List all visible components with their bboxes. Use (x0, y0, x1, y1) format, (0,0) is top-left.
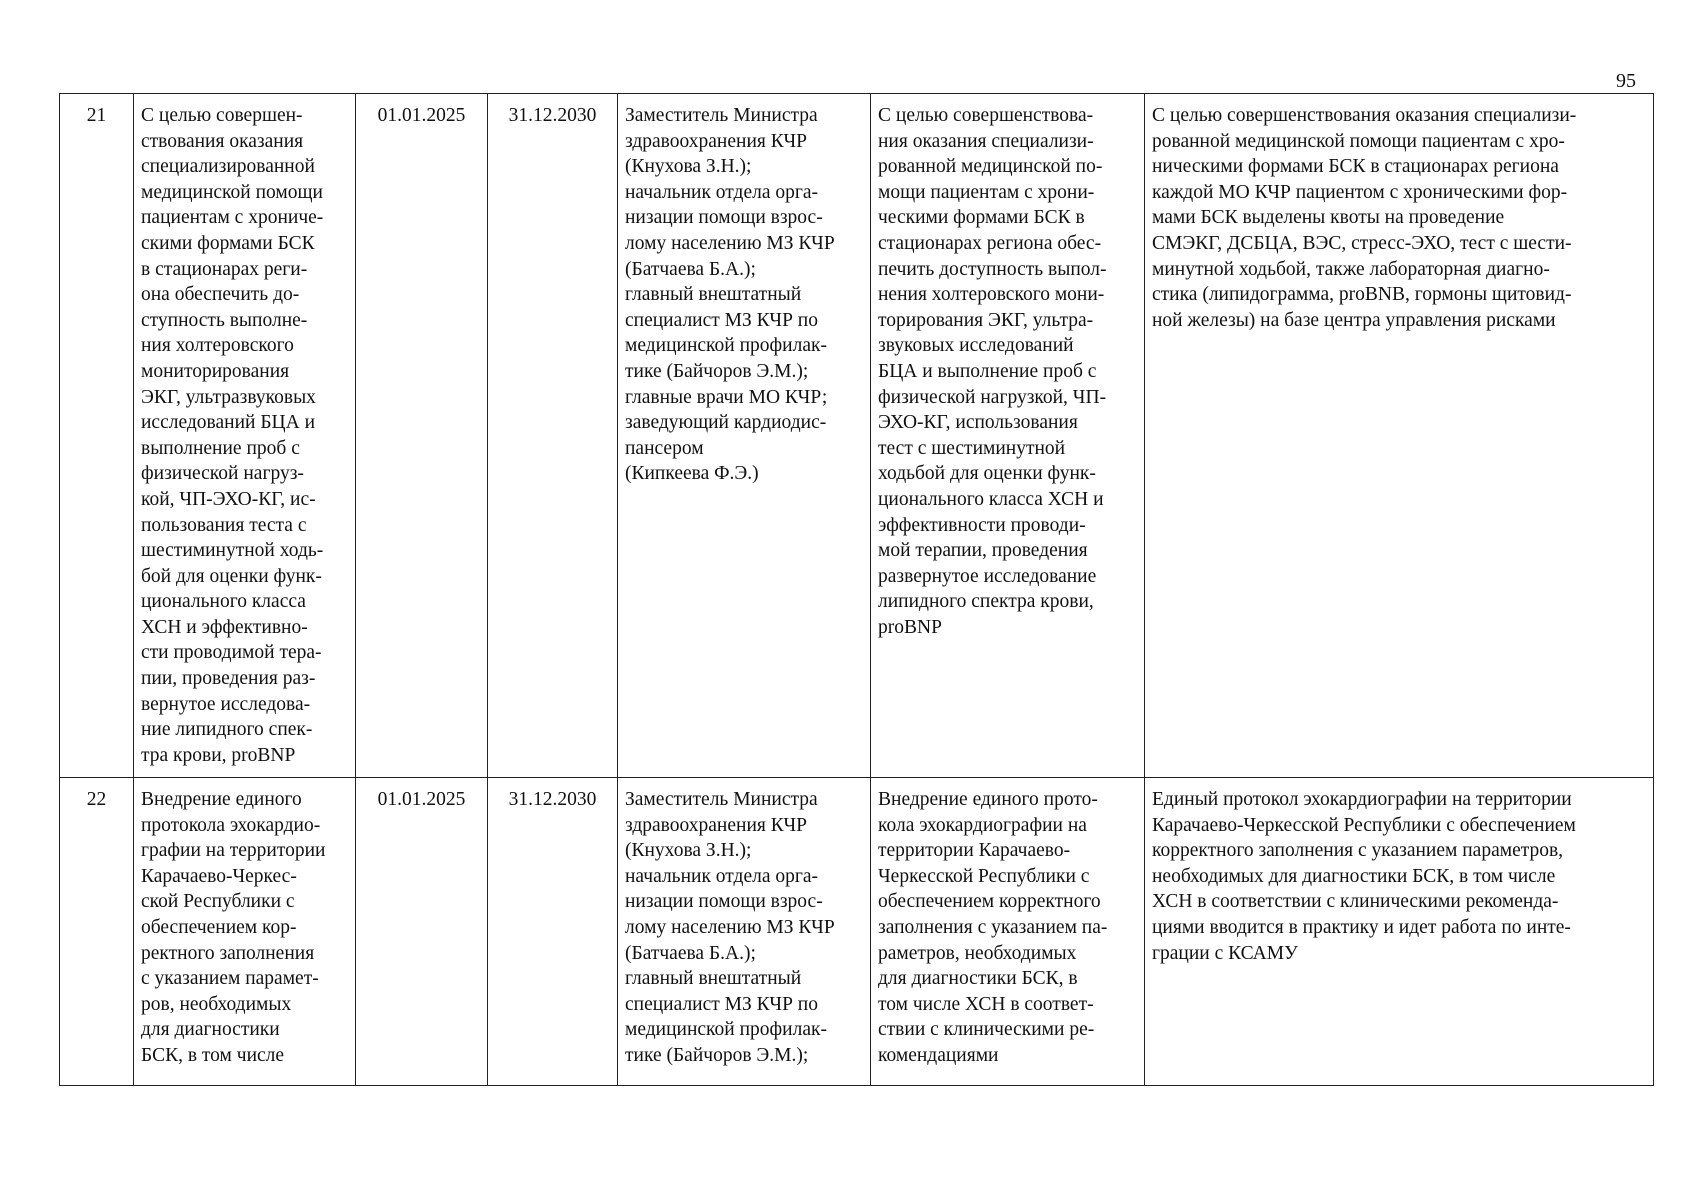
responsible-persons: Заместитель Министра здравоохранения КЧР (Кнухова З.Н.); начальник отдела орга- низации помощи взрос- лому населению МЗ КЧР (Батчаева Б.А.); главный внештатный специалист МЗ КЧР по медицинской профилак- тике (Байчоров Э.М.); (618, 778, 871, 1086)
expected-result: Внедрение единого прото- кола эхокардиографии на территории Карачаево- Черкесской Республики с обеспечением корректного заполнения с указанием па- раметров, необходимых для диагностики БСК, в том числе ХСН в соответ- ствии с клиническими ре- комендациями (871, 778, 1145, 1086)
end-date: 31.12.2030 (488, 94, 618, 778)
table-row (60, 94, 1654, 778)
execution-status: С целью совершенствования оказания специализи- рованной медицинской помощи пациентам с хро- ническими формами БСК в стационарах региона каждой МО КЧР пациентом с хроническими фор- мами БСК выделены квоты на проведение СМЭКГ, ДСБЦА, ВЭС, стресс-ЭХО, тест с шести- минутной ходьбой, также лабораторная диагно- стика (липидограмма, proBNB, гормоны щитовид- ной железы) на базе центра управления рисками (1145, 94, 1654, 778)
event-description: С целью совершен- ствования оказания специализированной медицинской помощи пациентам с хрониче- скими формами БСК в стационарах реги- она обеспечить до- ступность выполне- ния холтеровского мониторирования ЭКГ, ультразвуковых исследований БЦА и выполнение проб с физической нагруз- кой, ЧП-ЭХО-КГ, ис- пользования теста с шестиминутной ходь- бой для оценки функ- ционального класса ХСН и эффективно- сти проводимой тера- пии, проведения раз- вернутое исследова- ние липидного спек- тра крови, proBNP (134, 94, 356, 778)
responsible-persons: Заместитель Министра здравоохранения КЧР (Кнухова З.Н.); начальник отдела орга- низации помощи взрос- лому населению МЗ КЧР (Батчаева Б.А.); главный внештатный специалист МЗ КЧР по медицинской профилак- тике (Байчоров Э.М.); главные врачи МО КЧР; заведующий кардиодис- пансером (Кипкеева Ф.Э.) (618, 94, 871, 778)
end-date: 31.12.2030 (488, 778, 618, 1086)
page-number: 95 (1616, 70, 1636, 92)
start-date: 01.01.2025 (356, 94, 488, 778)
row-number: 22 (60, 778, 134, 1086)
action-plan-table (59, 93, 1654, 1086)
start-date: 01.01.2025 (356, 778, 488, 1086)
expected-result: С целью совершенствова- ния оказания специализи- рованной медицинской по- мощи пациентам с хрони- ческими формами БСК в стационарах региона обес- печить доступность выпол- нения холтеровского мони- торирования ЭКГ, ультра- звуковых исследований БЦА и выполнение проб с физической нагрузкой, ЧП- ЭХО-КГ, использования тест с шестиминутной ходьбой для оценки функ- ционального класса ХСН и эффективности проводи- мой терапии, проведения развернутое исследование липидного спектра крови, proBNP (871, 94, 1145, 778)
table-row (60, 778, 1654, 1086)
execution-status: Единый протокол эхокардиографии на территории Карачаево-Черкесской Республики с обеспечением корректного заполнения с указанием параметров, необходимых для диагностики БСК, в том числе ХСН в соответствии с клиническими рекоменда- циями вводится в практику и идет работа по инте- грации с КСАМУ (1145, 778, 1654, 1086)
row-number: 21 (60, 94, 134, 778)
event-description: Внедрение единого протокола эхокардио- графии на территории Карачаево-Черкес- ской Республики с обеспечением кор- ректного заполнения с указанием парамет- ров, необходимых для диагностики БСК, в том числе (134, 778, 356, 1086)
